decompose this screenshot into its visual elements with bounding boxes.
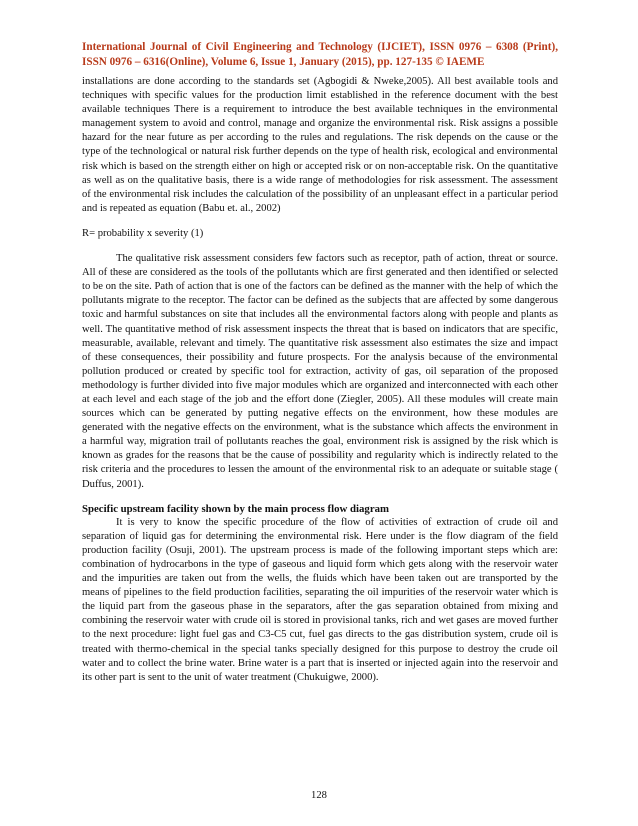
risk-equation: R= probability x severity (1) [82, 227, 204, 239]
journal-header: International Journal of Civil Engineering and Technology (IJCIET), ISSN 0976 – 6308 (Print), ISSN 0976 – 6316(Online), Volume 6, Issue 1, January (2015), pp. 127-135 © IAEME [82, 41, 558, 68]
section-heading: Specific upstream facility shown by the main process flow diagram [82, 502, 390, 515]
body-paragraph-3: It is very to know the specific procedure of the flow of activities of extraction of crude oil and separation of liquid gas for determining the environmental risk. Here under is the flow diagram of the field production facility (Osuji, 2001). The upstream process is made of the following important steps which are: combination of hydrocarbons in the type of gaseous and liquid form which gets along with the reservoir water and the impurities are taken out from the wells, the fluids which have been taken out are transported by the means of pipelines to the field production facilities, separating the oil impurities of the reservoir water which is the liquid part from the gaseous phase in the separators, after the gas separation obtained from mixing and combining the reservoir water with crude oil is stored in provisional tanks, rich and wet gases are moved further to the next procedure: light fuel gas and C3-C5 cut, fuel gas directs to the gas distribution system, crude oil is treated with thermo-chemical in the special tanks specially designed for this purpose to destroy the crude oil water and to collect the brine water. Brine water is a part that is inserted or injected again into the reservoir and its other part is sent to the unit of water treatment (Chukuigwe, 2000). [82, 516, 558, 683]
body-paragraph-2: The qualitative risk assessment considers few factors such as receptor, path of action, threat or source. All of these are considered as the tools of the pollutants which are first generated and then identified or selected to be on the site. Path of action that is one of the factors can be defined as the manner with the help of which the pollutants migrate to the receptor. The factor can be defined as the subjects that are affected by some dangerous toxic and harmful substances on site that includes all the environmental factors along with people and plants as well. The quantitative method of risk assessment inspects the threat that is based on indicators that are specific, measurable, available, relevant and timely. The quantitative risk assessment also estimates the size and impact of these consequences, their possibility and future prospects. For the analysis because of the environmental pollution produced or created by specific tool for extraction, activity of gas, oil separation of the proposed methodology is further divided into five major modules which are organized and interconnected with each other at each level and each stage of the job and the effort done (Ziegler, 2005). All these modules will create main sources which can be generated by putting negative effects on the environment, how these modules are generated with the negative effects on the environment, what is the substance which affects the environment in a harmful way, migration trail of pollutants reaches the goal, environment risk is assigned by the risk which is known as grades for the reasons that be the cause of possibility and regularity which is indirectly related to the risk criteria and the procedures to lessen the amount of the environmental risk to an adequate or suitable stage ( Duffus, 2001). [82, 253, 558, 490]
body-paragraph-1: installations are done according to the standards set (Agbogidi & Nweke,2005). All best available tools and techniques with specific values for the production limit established in the reference document with the best available techniques There is a requirement to introduce the best available techniques in the environmental management system to avoid and control, manage and organize the environmental risk. Risk assigns a possible hazard for the near future as per according to the rules and regulations. The risk depends on the cause or the type of the technological or natural risk further depends on the type of health risk, ecological and environmental risk which is based on the strength either on high or accepted risk or on non-acceptable risk. On the quantitative as well as on the qualitative basis, there is a wide range of methodologies for risk assessment. The assessment of the environmental risk includes the calculation of the possibility of an unpleasant effect in a particular period and is repeated as equation (Babu et. al., 2002) [82, 76, 558, 214]
page-number: 128 [311, 790, 327, 801]
